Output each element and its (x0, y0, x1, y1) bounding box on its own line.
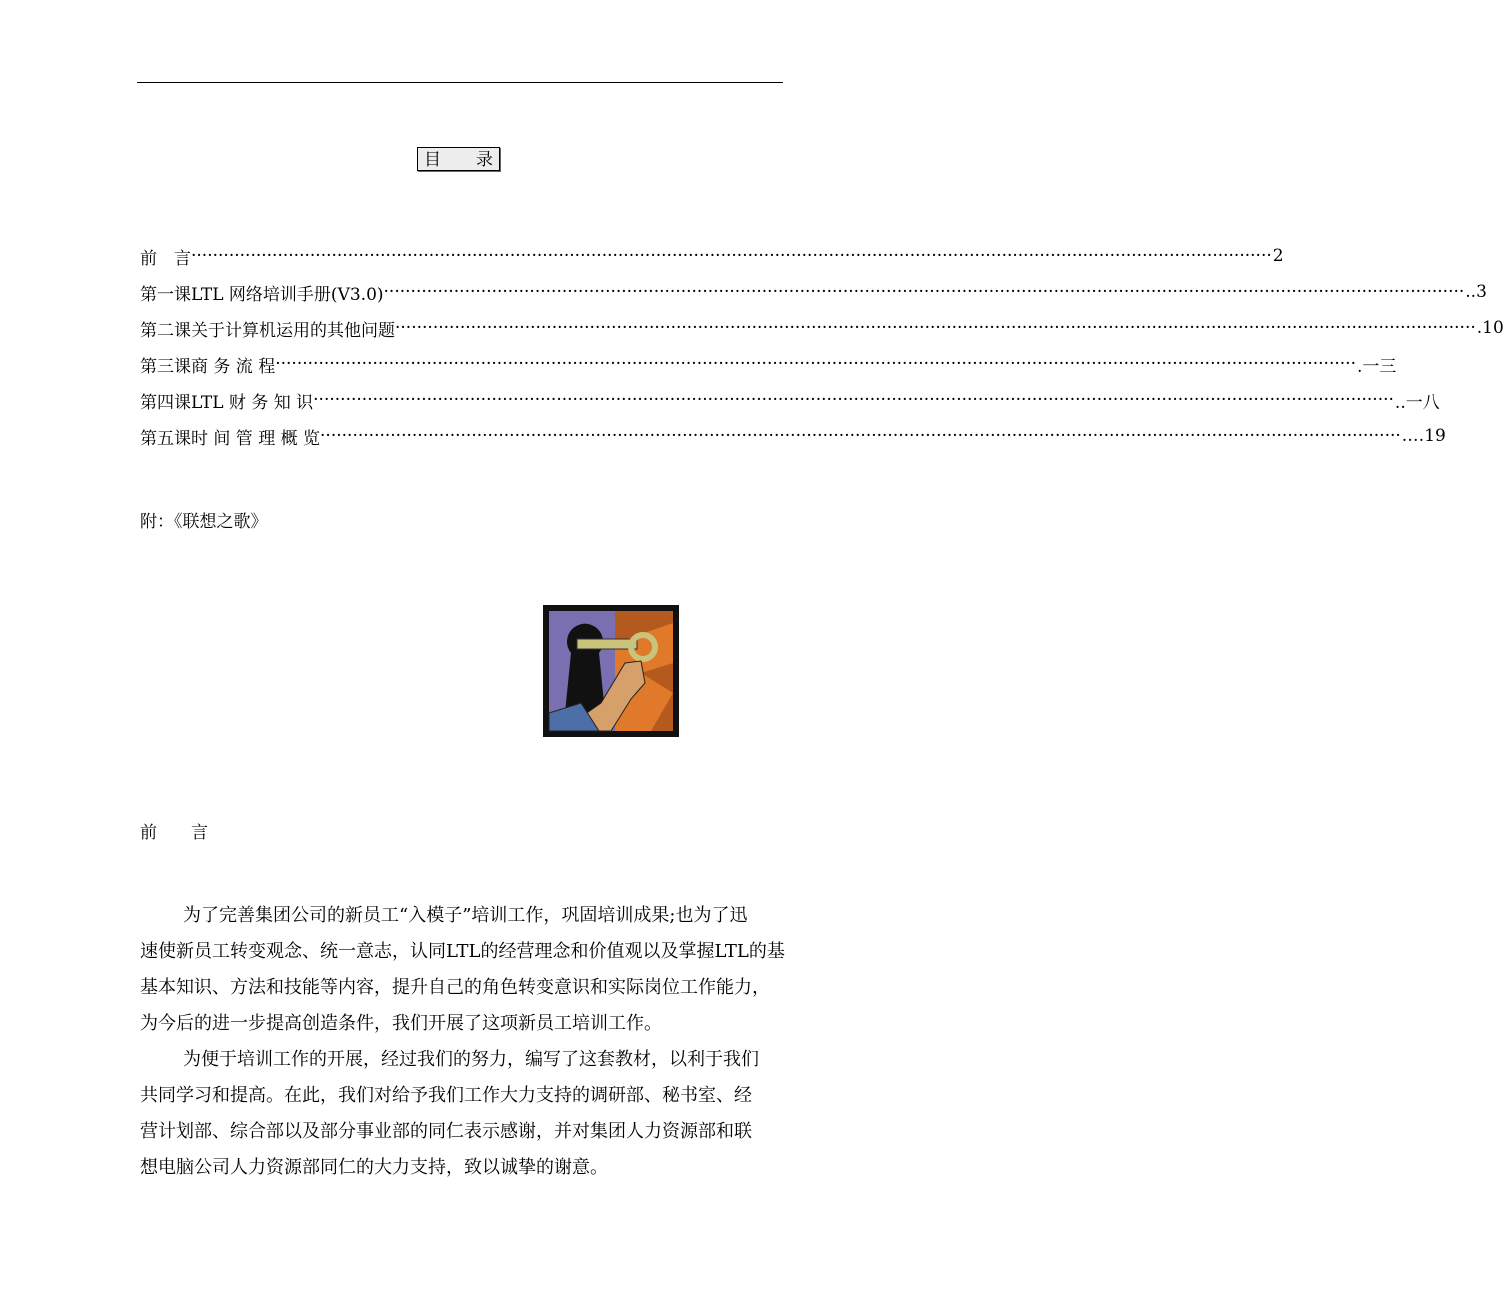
toc-leader: ········································································································································································································ (191, 246, 1272, 266)
paragraph-line: 速使新员工转变观念、统一意志，认同LTL的经营理念和价值观以及掌握LTL的基 (140, 941, 785, 962)
toc-label: 前 言 (140, 248, 191, 269)
toc-label: 第五课 (140, 428, 191, 449)
toc-page: .一三 (1356, 356, 1397, 377)
toc-title: 关于计算机运用的其他问题 (191, 320, 395, 341)
toc-title: 商 务 流 程 (191, 356, 276, 377)
toc-leader: ········································································································································································································ (320, 426, 1401, 446)
paragraph-line: 共同学习和提高。在此，我们对给予我们工作大力支持的调研部、秘书室、经 (140, 1085, 752, 1106)
toc-entry[interactable] (140, 418, 1446, 454)
key-in-keyhole-icon (541, 603, 683, 741)
toc-entry[interactable] (140, 310, 1504, 346)
toc-label: 第四课 (140, 392, 191, 413)
toc-label: 第三课 (140, 356, 191, 377)
appendix-link: 附：《联想之歌》 (140, 512, 268, 532)
toc-entry[interactable] (140, 382, 1440, 418)
toc-leader: ········································································································································································································ (313, 390, 1394, 410)
paragraph-line: 想电脑公司人力资源部同仁的大力支持，致以诚挚的谢意。 (140, 1157, 608, 1178)
paragraph-line: 基本知识、方法和技能等内容，提升自己的角色转变意识和实际岗位工作能力， (140, 977, 770, 998)
toc-title (417, 147, 500, 171)
toc-title-left: 目 (424, 150, 441, 170)
header-rule (137, 82, 783, 83)
toc-title-right: 录 (476, 150, 493, 170)
toc-entry[interactable] (140, 274, 1487, 310)
toc-label: 第一课 (140, 284, 191, 305)
paragraph-line: 为便于培训工作的开展，经过我们的努力，编写了这套教材，以利于我们 (183, 1049, 759, 1070)
toc-leader: ········································································································································································································ (395, 318, 1476, 338)
toc-leader: ········································································································································································································ (383, 282, 1465, 302)
preface-body (140, 898, 800, 1186)
paragraph-line: 为了完善集团公司的新员工“入模子”培训工作，巩固培训成果;也为了迅 (183, 905, 748, 926)
paragraph-line: 营计划部、综合部以及部分事业部的同仁表示感谢，并对集团人力资源部和联 (140, 1121, 752, 1142)
toc-title: LTL 网络培训手册(V3.0) (191, 284, 384, 305)
toc-label: 第二课 (140, 320, 191, 341)
toc-title: LTL 财 务 知 识 (191, 392, 314, 413)
toc-title: 时 间 管 理 概 览 (191, 428, 321, 449)
preface-heading: 前 言 (140, 823, 208, 843)
toc-entry[interactable] (140, 346, 1397, 382)
toc-page: .…19 (1401, 426, 1446, 446)
toc-page: .10 (1476, 318, 1504, 338)
toc-leader: ········································································································································································································ (275, 354, 1356, 374)
toc-page: 2 (1272, 246, 1284, 266)
table-of-contents (140, 238, 1504, 454)
paragraph-line: 为今后的进一步提高创造条件，我们开展了这项新员工培训工作。 (140, 1013, 662, 1034)
toc-page: ..一八 (1394, 392, 1440, 413)
toc-entry[interactable] (140, 238, 1284, 274)
toc-page: ..3 (1465, 282, 1487, 302)
